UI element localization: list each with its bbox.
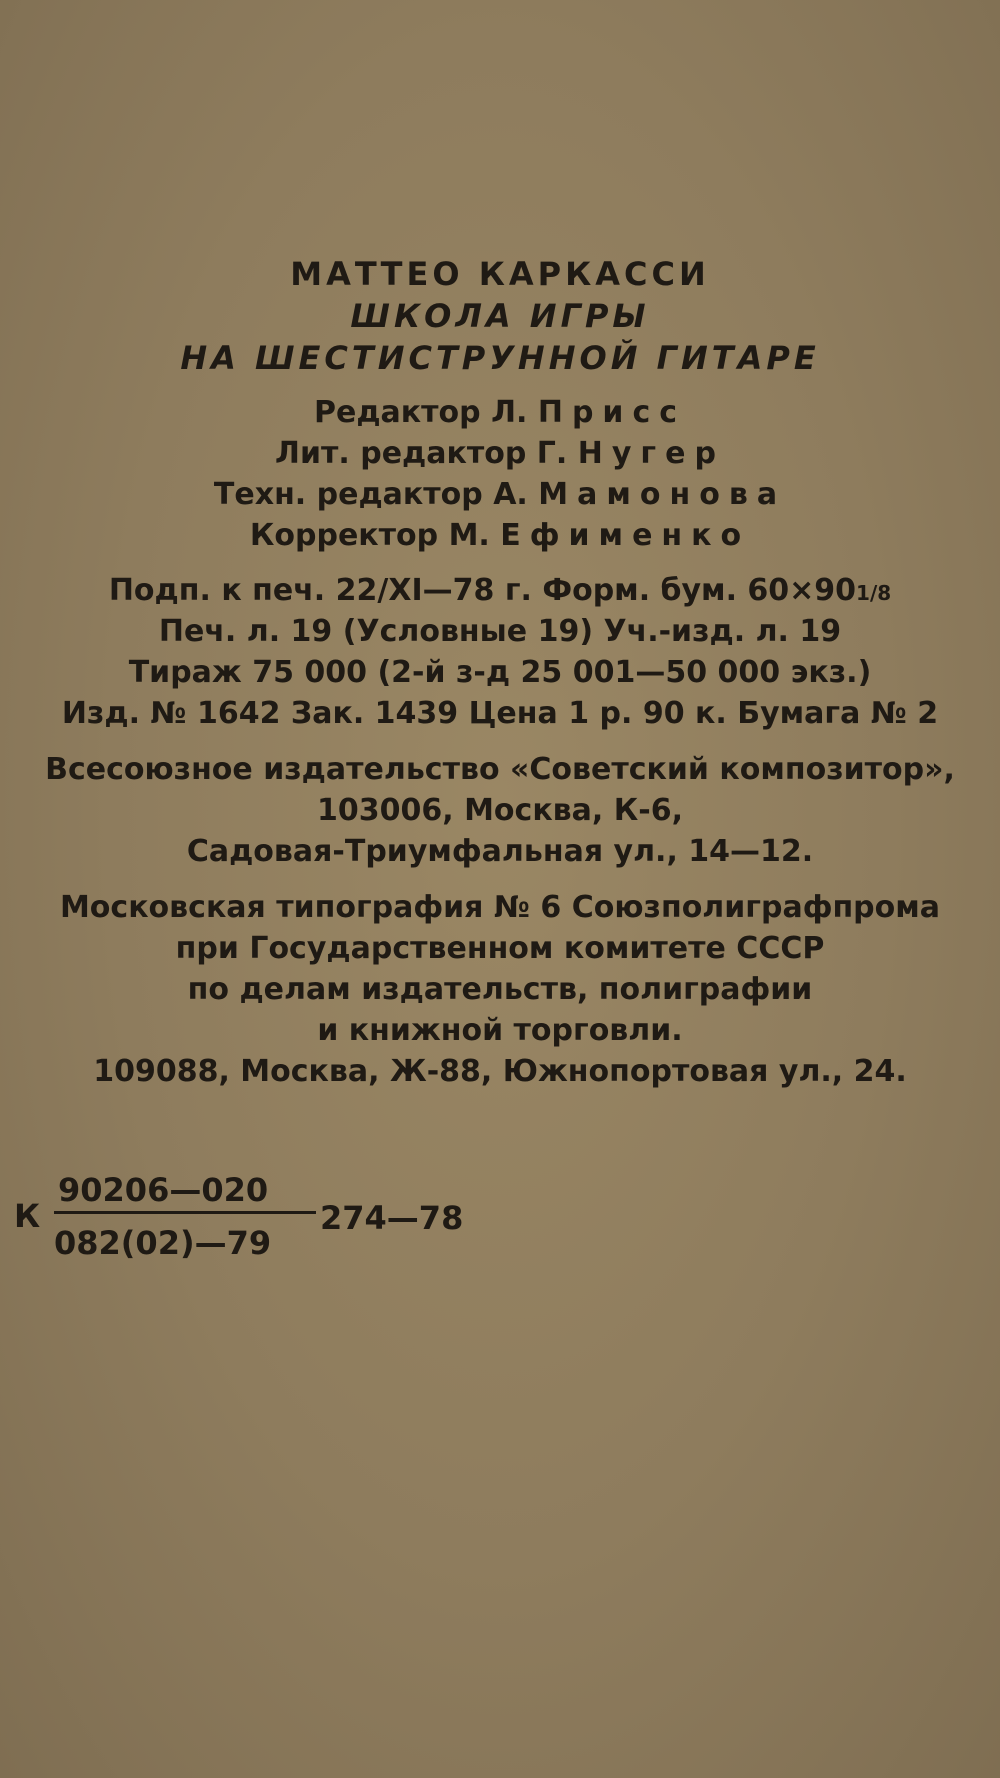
printer-line-4: и книжной торговли.	[317, 1013, 683, 1048]
editor-credit	[0, 395, 1000, 431]
printer-line-2: при Государственном комитете СССР	[175, 931, 825, 966]
tech-editor-role: Техн. редактор А.	[213, 477, 528, 512]
print-info-line-3: Тираж 75 000 (2-й з-д 25 001—50 000 экз.)	[128, 655, 872, 690]
author-name: МАТТЕО КАРКАССИ	[290, 255, 710, 293]
printer-line-3: по делам издательств, полиграфии	[187, 972, 813, 1007]
classification-denominator: 082(02)—79	[54, 1224, 272, 1262]
publisher-line-1: Всесоюзное издательство «Советский композитор»,	[45, 752, 955, 787]
proofreader-name: Ефименко	[500, 518, 751, 553]
classification-letter: К	[14, 1197, 41, 1235]
publisher-line-3: Садовая-Триумфальная ул., 14—12.	[186, 834, 814, 869]
proofreader-credit	[0, 518, 1000, 554]
publisher-line-2: 103006, Москва, К-6,	[316, 793, 683, 828]
paper-format-fraction: 1/8	[856, 581, 892, 605]
proofreader-role: Корректор М.	[249, 518, 490, 553]
printer-line-1: Московская типография № 6 Союзполиграфпрома	[59, 890, 941, 925]
fraction-bar	[54, 1211, 316, 1214]
printer-line-5: 109088, Москва, Ж-88, Южнопортовая ул., 24.	[93, 1054, 907, 1089]
print-info-line-4: Изд. № 1642 Зак. 1439 Цена 1 р. 90 к. Бумага № 2	[61, 696, 939, 731]
editor-name: Присс	[537, 395, 687, 430]
classification-numerator: 90206—020	[58, 1171, 269, 1209]
editor-role: Редактор Л.	[313, 395, 528, 430]
tech-editor-credit	[0, 477, 1000, 513]
title-line-2: НА ШЕСТИСТРУННОЙ ГИТАРЕ	[180, 339, 820, 377]
print-info-line-1	[0, 573, 1000, 611]
lit-editor-credit	[0, 436, 1000, 472]
tech-editor-name: Мамонова	[538, 477, 787, 512]
print-info-line-2: Печ. л. 19 (Условные 19) Уч.-изд. л. 19	[158, 614, 842, 649]
lit-editor-role: Лит. редактор Г.	[275, 436, 568, 471]
lit-editor-name: Нугер	[577, 436, 725, 471]
print-signing-format: Подп. к печ. 22/XI—78 г. Форм. бум. 60×90	[108, 573, 857, 608]
classification-suffix: 274—78	[320, 1199, 464, 1237]
title-line-1: ШКОЛА ИГРЫ	[350, 297, 650, 335]
